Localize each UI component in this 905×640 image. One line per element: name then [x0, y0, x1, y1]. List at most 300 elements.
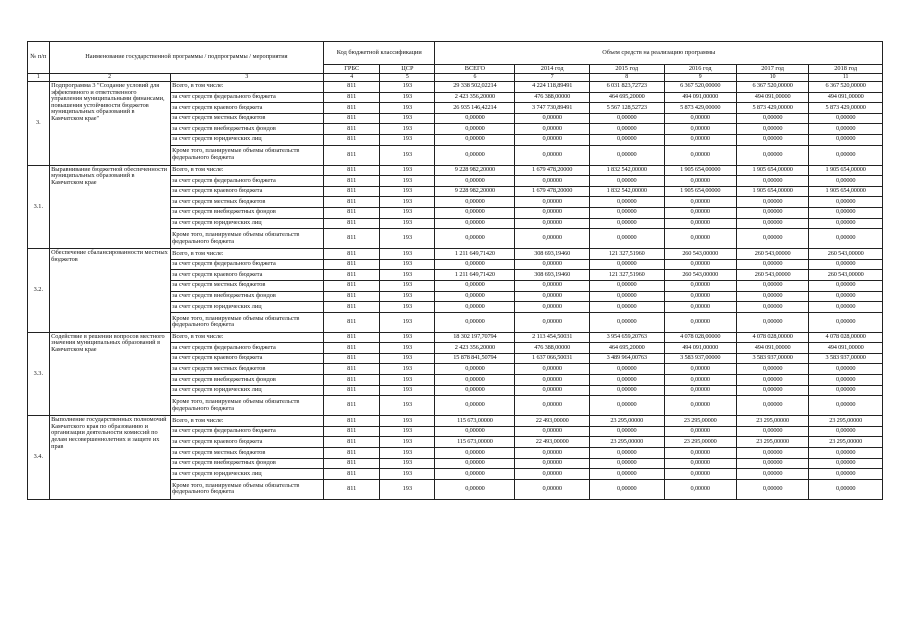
- total-cell: 0,00000: [435, 145, 515, 165]
- csr-cell: 193: [380, 229, 435, 249]
- year-2015-cell: 5 567 128,52723: [589, 103, 664, 114]
- grbs-cell: 811: [324, 249, 380, 260]
- year-2016-cell: 0,00000: [664, 469, 736, 480]
- header-2015: 2015 год: [589, 65, 664, 74]
- year-2018-cell: 4 078 028,00000: [809, 332, 883, 343]
- funding-source: за счет средств федерального бюджета: [170, 343, 323, 354]
- year-2017-cell: 0,00000: [736, 302, 808, 313]
- year-2017-cell: 260 543,00000: [736, 249, 808, 260]
- total-cell: 9 228 982,20000: [435, 165, 515, 176]
- year-2016-cell: 3 583 937,00000: [664, 353, 736, 364]
- year-2016-cell: 0,00000: [664, 302, 736, 313]
- grbs-cell: 811: [324, 416, 380, 427]
- total-cell: 0,00000: [435, 364, 515, 375]
- year-2015-cell: 464 695,20000: [589, 92, 664, 103]
- year-2014-cell: 0,00000: [515, 364, 590, 375]
- year-2014-cell: 0,00000: [515, 375, 590, 386]
- funding-source: за счет средств краевого бюджета: [170, 270, 323, 281]
- year-2017-cell: 0,00000: [736, 124, 808, 135]
- year-2017-cell: 0,00000: [736, 113, 808, 124]
- year-2014-cell: 0,00000: [515, 113, 590, 124]
- funding-source: за счет средств местных бюджетов: [170, 113, 323, 124]
- year-2016-cell: 494 091,00000: [664, 343, 736, 354]
- total-cell: 0,00000: [435, 207, 515, 218]
- year-2017-cell: 0,00000: [736, 448, 808, 459]
- csr-cell: 193: [380, 364, 435, 375]
- year-2017-cell: 23 295,00000: [736, 437, 808, 448]
- year-2015-cell: 0,00000: [589, 197, 664, 208]
- year-2016-cell: 0,00000: [664, 312, 736, 332]
- header-code-group: Код бюджетной классификации: [324, 42, 435, 65]
- csr-cell: 193: [380, 280, 435, 291]
- year-2015-cell: 0,00000: [589, 469, 664, 480]
- funding-source: за счет средств местных бюджетов: [170, 197, 323, 208]
- year-2017-cell: 0,00000: [736, 145, 808, 165]
- year-2016-cell: 0,00000: [664, 134, 736, 145]
- funding-source: Кроме того, планируемые объемы обязательств федерального бюджета: [170, 312, 323, 332]
- year-2018-cell: 0,00000: [809, 229, 883, 249]
- year-2014-cell: 0,00000: [515, 218, 590, 229]
- csr-cell: 193: [380, 270, 435, 281]
- total-cell: 1 211 649,71420: [435, 249, 515, 260]
- year-2017-cell: 6 367 520,00000: [736, 82, 808, 93]
- total-cell: 0,00000: [435, 375, 515, 386]
- csr-cell: 193: [380, 197, 435, 208]
- total-cell: 0,00000: [435, 302, 515, 313]
- column-number: 8: [589, 74, 664, 82]
- csr-cell: 193: [380, 385, 435, 396]
- year-2016-cell: 260 543,00000: [664, 270, 736, 281]
- year-2016-cell: 0,00000: [664, 364, 736, 375]
- year-2015-cell: 0,00000: [589, 312, 664, 332]
- program-name: Обеспечение сбалансированности местных бюджетов: [49, 249, 170, 333]
- header-name: Наименование государственной программы / подпрограммы / мероприятия: [49, 42, 324, 74]
- year-2016-cell: 494 091,00000: [664, 92, 736, 103]
- grbs-cell: 811: [324, 92, 380, 103]
- year-2014-cell: 1 637 066,50031: [515, 353, 590, 364]
- header-2017: 2017 год: [736, 65, 808, 74]
- total-cell: 0,00000: [435, 385, 515, 396]
- year-2016-cell: 260 543,00000: [664, 249, 736, 260]
- year-2016-cell: 23 295,00000: [664, 437, 736, 448]
- year-2018-cell: 0,00000: [809, 124, 883, 135]
- year-2017-cell: 5 873 429,00000: [736, 103, 808, 114]
- year-2015-cell: 0,00000: [589, 259, 664, 270]
- funding-source: Кроме того, планируемые объемы обязательств федерального бюджета: [170, 396, 323, 416]
- header-csr: ЦСР: [380, 65, 435, 74]
- year-2014-cell: 0,00000: [515, 197, 590, 208]
- funding-source: за счет средств краевого бюджета: [170, 353, 323, 364]
- total-cell: 0,00000: [435, 426, 515, 437]
- year-2014-cell: 22 493,00000: [515, 416, 590, 427]
- year-2015-cell: 121 327,51960: [589, 249, 664, 260]
- csr-cell: 193: [380, 479, 435, 499]
- grbs-cell: 811: [324, 469, 380, 480]
- year-2015-cell: 0,00000: [589, 280, 664, 291]
- total-cell: 15 878 841,50794: [435, 353, 515, 364]
- grbs-cell: 811: [324, 364, 380, 375]
- year-2015-cell: 0,00000: [589, 396, 664, 416]
- year-2015-cell: 23 295,00000: [589, 437, 664, 448]
- year-2015-cell: 0,00000: [589, 291, 664, 302]
- item-number: 3.4.: [28, 416, 50, 500]
- year-2014-cell: 0,00000: [515, 479, 590, 499]
- year-2017-cell: 0,00000: [736, 280, 808, 291]
- program-name: Выполнение государственных полномочий Камчатского края по образованию и организации деятельности комиссий по делам несовершеннолетних и защите их прав: [49, 416, 170, 500]
- csr-cell: 193: [380, 218, 435, 229]
- year-2016-cell: 0,00000: [664, 448, 736, 459]
- year-2018-cell: 6 367 520,00000: [809, 82, 883, 93]
- year-2015-cell: 1 832 542,00000: [589, 186, 664, 197]
- funding-source: за счет средств юридических лиц: [170, 218, 323, 229]
- year-2016-cell: 23 295,00000: [664, 416, 736, 427]
- funding-source: за счет средств федерального бюджета: [170, 92, 323, 103]
- funding-source: Всего, в том числе:: [170, 332, 323, 343]
- funding-source: за счет средств местных бюджетов: [170, 448, 323, 459]
- funding-source: за счет средств юридических лиц: [170, 385, 323, 396]
- column-number: 11: [809, 74, 883, 82]
- year-2015-cell: 0,00000: [589, 229, 664, 249]
- csr-cell: 193: [380, 302, 435, 313]
- year-2016-cell: 6 367 520,00000: [664, 82, 736, 93]
- grbs-cell: 811: [324, 291, 380, 302]
- year-2018-cell: 0,00000: [809, 113, 883, 124]
- csr-cell: 193: [380, 353, 435, 364]
- year-2014-cell: 0,00000: [515, 124, 590, 135]
- column-number: 2: [49, 74, 170, 82]
- funding-source: за счет средств федерального бюджета: [170, 259, 323, 270]
- column-number: 4: [324, 74, 380, 82]
- year-2017-cell: 0,00000: [736, 229, 808, 249]
- total-cell: 0,00000: [435, 259, 515, 270]
- grbs-cell: 811: [324, 396, 380, 416]
- csr-cell: 193: [380, 375, 435, 386]
- year-2014-cell: 0,00000: [515, 176, 590, 187]
- year-2018-cell: 0,00000: [809, 218, 883, 229]
- year-2018-cell: 0,00000: [809, 302, 883, 313]
- year-2015-cell: 0,00000: [589, 302, 664, 313]
- year-2015-cell: 0,00000: [589, 207, 664, 218]
- year-2018-cell: 0,00000: [809, 291, 883, 302]
- program-name: Содействие в решении вопросов местного значения муниципальных образований в Камчатском крае: [49, 332, 170, 416]
- year-2016-cell: 5 873 429,00000: [664, 103, 736, 114]
- grbs-cell: 811: [324, 353, 380, 364]
- year-2014-cell: 3 747 730,89491: [515, 103, 590, 114]
- year-2016-cell: 0,00000: [664, 375, 736, 386]
- total-cell: 26 935 146,42214: [435, 103, 515, 114]
- funding-source: за счет средств краевого бюджета: [170, 437, 323, 448]
- csr-cell: 193: [380, 165, 435, 176]
- funding-source: за счет средств внебюджетных фондов: [170, 124, 323, 135]
- grbs-cell: 811: [324, 426, 380, 437]
- year-2017-cell: 0,00000: [736, 176, 808, 187]
- year-2018-cell: 0,00000: [809, 396, 883, 416]
- year-2015-cell: 0,00000: [589, 134, 664, 145]
- year-2017-cell: 0,00000: [736, 426, 808, 437]
- year-2016-cell: 0,00000: [664, 207, 736, 218]
- header-2016: 2016 год: [664, 65, 736, 74]
- table-row: [28, 249, 883, 260]
- year-2018-cell: 494 091,00000: [809, 343, 883, 354]
- header-total: ВСЕГО: [435, 65, 515, 74]
- total-cell: 0,00000: [435, 176, 515, 187]
- funding-source: за счет средств внебюджетных фондов: [170, 291, 323, 302]
- year-2015-cell: 3 489 964,00763: [589, 353, 664, 364]
- item-number: 3.2.: [28, 249, 50, 333]
- year-2017-cell: 0,00000: [736, 291, 808, 302]
- year-2017-cell: 1 905 654,00000: [736, 186, 808, 197]
- year-2015-cell: 3 954 659,20763: [589, 332, 664, 343]
- total-cell: 2 423 356,20000: [435, 92, 515, 103]
- year-2016-cell: 0,00000: [664, 426, 736, 437]
- total-cell: 1 211 649,71420: [435, 270, 515, 281]
- funding-source: за счет средств краевого бюджета: [170, 186, 323, 197]
- year-2016-cell: 0,00000: [664, 291, 736, 302]
- column-number: 3: [170, 74, 323, 82]
- year-2018-cell: 23 295,00000: [809, 416, 883, 427]
- year-2014-cell: 0,00000: [515, 469, 590, 480]
- grbs-cell: 811: [324, 229, 380, 249]
- csr-cell: 193: [380, 458, 435, 469]
- total-cell: 0,00000: [435, 458, 515, 469]
- funding-source: за счет средств внебюджетных фондов: [170, 458, 323, 469]
- year-2018-cell: 0,00000: [809, 479, 883, 499]
- year-2018-cell: 260 543,00000: [809, 270, 883, 281]
- year-2015-cell: 0,00000: [589, 479, 664, 499]
- year-2015-cell: 0,00000: [589, 458, 664, 469]
- table-header: [28, 42, 883, 82]
- total-cell: 0,00000: [435, 479, 515, 499]
- csr-cell: 193: [380, 145, 435, 165]
- funding-source: Всего, в том числе:: [170, 82, 323, 93]
- year-2018-cell: 0,00000: [809, 375, 883, 386]
- year-2016-cell: 0,00000: [664, 229, 736, 249]
- year-2014-cell: 0,00000: [515, 458, 590, 469]
- year-2016-cell: 0,00000: [664, 218, 736, 229]
- total-cell: 0,00000: [435, 197, 515, 208]
- csr-cell: 193: [380, 437, 435, 448]
- year-2016-cell: 0,00000: [664, 458, 736, 469]
- funding-source: за счет средств внебюджетных фондов: [170, 375, 323, 386]
- year-2015-cell: 23 295,00000: [589, 416, 664, 427]
- year-2015-cell: 464 695,20000: [589, 343, 664, 354]
- year-2016-cell: 0,00000: [664, 259, 736, 270]
- year-2017-cell: 494 091,00000: [736, 92, 808, 103]
- year-2017-cell: 260 543,00000: [736, 270, 808, 281]
- grbs-cell: 811: [324, 280, 380, 291]
- grbs-cell: 811: [324, 176, 380, 187]
- table-body: [28, 82, 883, 500]
- funding-source: за счет средств юридических лиц: [170, 469, 323, 480]
- year-2017-cell: 0,00000: [736, 207, 808, 218]
- year-2017-cell: 3 583 937,00000: [736, 353, 808, 364]
- table-row: [28, 165, 883, 176]
- year-2018-cell: 5 873 429,00000: [809, 103, 883, 114]
- grbs-cell: 811: [324, 113, 380, 124]
- year-2015-cell: 0,00000: [589, 176, 664, 187]
- year-2016-cell: 0,00000: [664, 176, 736, 187]
- program-name: Выравнивание бюджетной обеспеченности муниципальных образований в Камчатском крае: [49, 165, 170, 249]
- year-2015-cell: 121 327,51960: [589, 270, 664, 281]
- column-number: 6: [435, 74, 515, 82]
- year-2017-cell: 0,00000: [736, 134, 808, 145]
- funding-source: Всего, в том числе:: [170, 416, 323, 427]
- header-num: № п/п: [28, 42, 50, 74]
- grbs-cell: 811: [324, 259, 380, 270]
- grbs-cell: 811: [324, 103, 380, 114]
- year-2014-cell: 2 113 454,50031: [515, 332, 590, 343]
- year-2015-cell: 0,00000: [589, 218, 664, 229]
- total-cell: 29 338 502,02214: [435, 82, 515, 93]
- csr-cell: 193: [380, 92, 435, 103]
- item-number: 3.3.: [28, 332, 50, 416]
- total-cell: 0,00000: [435, 280, 515, 291]
- grbs-cell: 811: [324, 82, 380, 93]
- year-2014-cell: 22 493,00000: [515, 437, 590, 448]
- total-cell: 0,00000: [435, 124, 515, 135]
- year-2018-cell: 0,00000: [809, 176, 883, 187]
- grbs-cell: 811: [324, 145, 380, 165]
- funding-source: Кроме того, планируемые объемы обязательств федерального бюджета: [170, 145, 323, 165]
- grbs-cell: 811: [324, 124, 380, 135]
- year-2018-cell: 0,00000: [809, 385, 883, 396]
- year-2014-cell: 1 679 478,20000: [515, 186, 590, 197]
- year-2018-cell: 0,00000: [809, 448, 883, 459]
- csr-cell: 193: [380, 82, 435, 93]
- grbs-cell: 811: [324, 385, 380, 396]
- year-2018-cell: 0,00000: [809, 280, 883, 291]
- year-2018-cell: 23 295,00000: [809, 437, 883, 448]
- csr-cell: 193: [380, 291, 435, 302]
- year-2015-cell: 0,00000: [589, 426, 664, 437]
- year-2017-cell: 23 295,00000: [736, 416, 808, 427]
- year-2016-cell: 0,00000: [664, 145, 736, 165]
- year-2017-cell: 0,00000: [736, 458, 808, 469]
- csr-cell: 193: [380, 134, 435, 145]
- header-2014: 2014 год: [515, 65, 590, 74]
- funding-source: за счет средств федерального бюджета: [170, 426, 323, 437]
- total-cell: 0,00000: [435, 312, 515, 332]
- year-2014-cell: 4 224 118,89491: [515, 82, 590, 93]
- year-2014-cell: 0,00000: [515, 396, 590, 416]
- csr-cell: 193: [380, 113, 435, 124]
- year-2016-cell: 4 078 028,00000: [664, 332, 736, 343]
- year-2018-cell: 0,00000: [809, 364, 883, 375]
- grbs-cell: 811: [324, 197, 380, 208]
- year-2016-cell: 0,00000: [664, 197, 736, 208]
- year-2018-cell: 0,00000: [809, 469, 883, 480]
- total-cell: 115 673,00000: [435, 416, 515, 427]
- year-2016-cell: 0,00000: [664, 396, 736, 416]
- year-2014-cell: 0,00000: [515, 312, 590, 332]
- year-2015-cell: 0,00000: [589, 385, 664, 396]
- year-2016-cell: 0,00000: [664, 479, 736, 499]
- year-2017-cell: 0,00000: [736, 479, 808, 499]
- year-2018-cell: 1 905 654,00000: [809, 165, 883, 176]
- year-2016-cell: 1 905 654,00000: [664, 186, 736, 197]
- year-2016-cell: 0,00000: [664, 113, 736, 124]
- year-2017-cell: 0,00000: [736, 396, 808, 416]
- csr-cell: 193: [380, 312, 435, 332]
- csr-cell: 193: [380, 124, 435, 135]
- year-2014-cell: 308 693,19460: [515, 249, 590, 260]
- table-row: [28, 332, 883, 343]
- year-2014-cell: 0,00000: [515, 302, 590, 313]
- csr-cell: 193: [380, 249, 435, 260]
- funding-source: Всего, в том числе:: [170, 249, 323, 260]
- year-2015-cell: 1 832 542,00000: [589, 165, 664, 176]
- year-2015-cell: 6 031 823,72723: [589, 82, 664, 93]
- year-2015-cell: 0,00000: [589, 375, 664, 386]
- year-2017-cell: 0,00000: [736, 259, 808, 270]
- year-2014-cell: 0,00000: [515, 385, 590, 396]
- total-cell: 0,00000: [435, 229, 515, 249]
- year-2017-cell: 494 091,00000: [736, 343, 808, 354]
- total-cell: 0,00000: [435, 469, 515, 480]
- grbs-cell: 811: [324, 458, 380, 469]
- funding-source: за счет средств федерального бюджета: [170, 176, 323, 187]
- grbs-cell: 811: [324, 437, 380, 448]
- csr-cell: 193: [380, 186, 435, 197]
- year-2015-cell: 0,00000: [589, 145, 664, 165]
- year-2016-cell: 0,00000: [664, 385, 736, 396]
- csr-cell: 193: [380, 332, 435, 343]
- year-2016-cell: 0,00000: [664, 280, 736, 291]
- csr-cell: 193: [380, 207, 435, 218]
- year-2018-cell: 0,00000: [809, 134, 883, 145]
- year-2015-cell: 0,00000: [589, 448, 664, 459]
- grbs-cell: 811: [324, 165, 380, 176]
- column-number: 1: [28, 74, 50, 82]
- year-2017-cell: 0,00000: [736, 312, 808, 332]
- column-number: 5: [380, 74, 435, 82]
- year-2014-cell: 0,00000: [515, 426, 590, 437]
- header-2018: 2018 год: [809, 65, 883, 74]
- program-name: Подпрограмма 3 "Создание условий для эффективного и ответственного управления муниципальными финансами, повышения устойчивости бюджетов муниципальных образований в Камчатском крае": [49, 82, 170, 166]
- funding-source: за счет средств местных бюджетов: [170, 364, 323, 375]
- year-2015-cell: 0,00000: [589, 124, 664, 135]
- total-cell: 0,00000: [435, 448, 515, 459]
- year-2017-cell: 0,00000: [736, 375, 808, 386]
- year-2017-cell: 4 078 028,00000: [736, 332, 808, 343]
- csr-cell: 193: [380, 343, 435, 354]
- total-cell: 0,00000: [435, 113, 515, 124]
- table-row: [28, 82, 883, 93]
- year-2018-cell: 3 583 937,00000: [809, 353, 883, 364]
- year-2014-cell: 1 679 478,20000: [515, 165, 590, 176]
- year-2017-cell: 1 905 654,00000: [736, 165, 808, 176]
- grbs-cell: 811: [324, 448, 380, 459]
- funding-source: Кроме того, планируемые объемы обязательств федерального бюджета: [170, 479, 323, 499]
- funding-source: за счет средств юридических лиц: [170, 302, 323, 313]
- year-2017-cell: 0,00000: [736, 385, 808, 396]
- funding-source: Всего, в том числе:: [170, 165, 323, 176]
- funding-source: Кроме того, планируемые объемы обязательств федерального бюджета: [170, 229, 323, 249]
- year-2016-cell: 1 905 654,00000: [664, 165, 736, 176]
- grbs-cell: 811: [324, 134, 380, 145]
- year-2014-cell: 476 388,00000: [515, 92, 590, 103]
- year-2018-cell: 0,00000: [809, 207, 883, 218]
- column-number-row: [28, 74, 883, 82]
- total-cell: 0,00000: [435, 291, 515, 302]
- year-2018-cell: 0,00000: [809, 145, 883, 165]
- year-2018-cell: 0,00000: [809, 259, 883, 270]
- funding-source: за счет средств внебюджетных фондов: [170, 207, 323, 218]
- grbs-cell: 811: [324, 218, 380, 229]
- grbs-cell: 811: [324, 207, 380, 218]
- year-2017-cell: 0,00000: [736, 197, 808, 208]
- year-2015-cell: 0,00000: [589, 364, 664, 375]
